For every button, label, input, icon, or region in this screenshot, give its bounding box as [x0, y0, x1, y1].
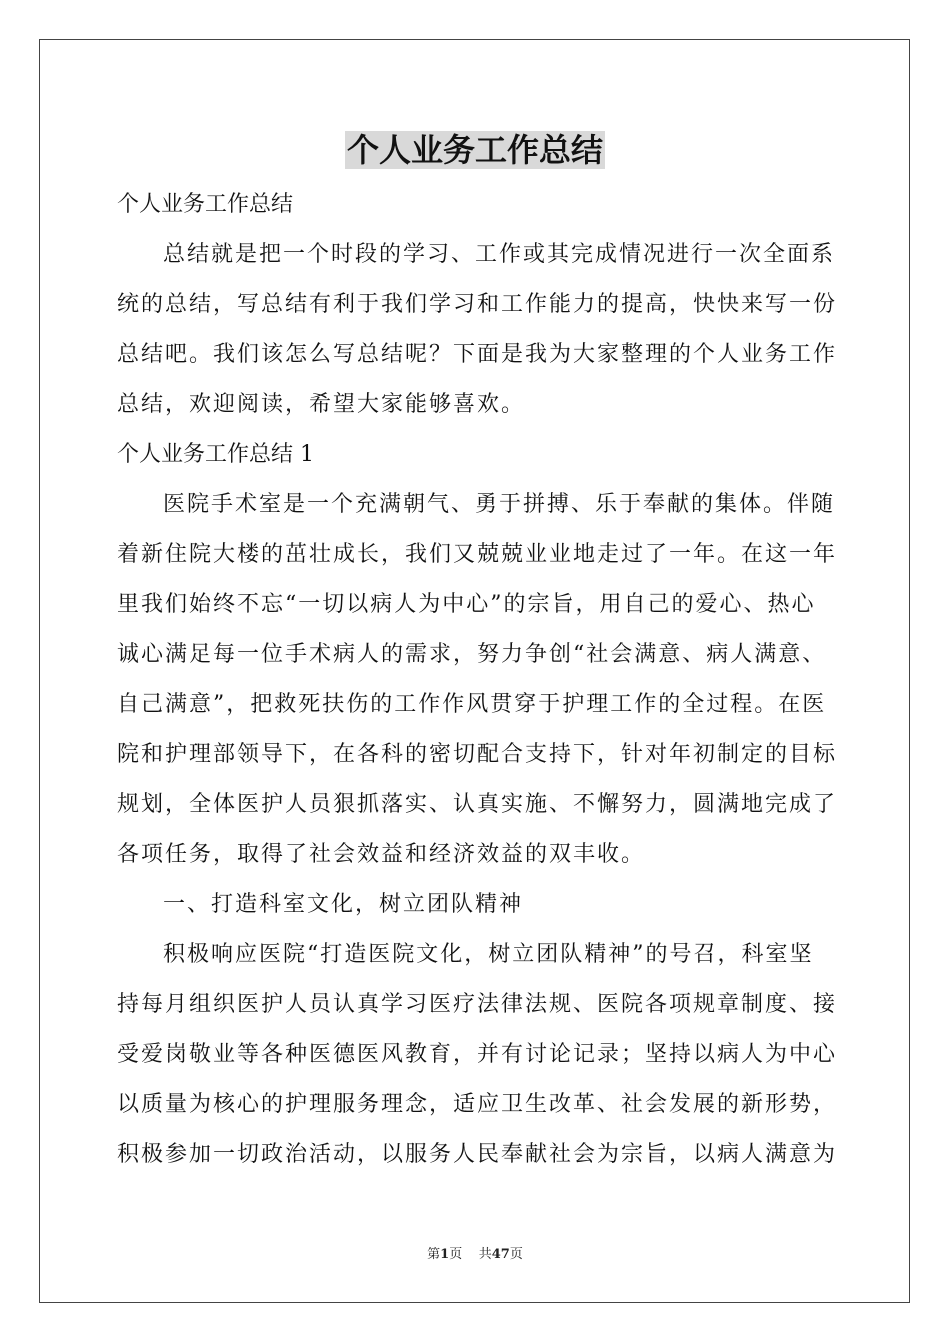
footer-mid: 页 共 — [449, 1247, 492, 1262]
paragraph-line: 医院手术室是一个充满朝气、勇于拼搏、乐于奉献的集体。伴随 — [163, 492, 836, 517]
paragraph-line: 总结吧。我们该怎么写总结呢？下面是我为大家整理的个人业务工作 — [117, 342, 838, 367]
page-footer — [0, 1246, 950, 1264]
document-subtitle: 个人业务工作总结 — [117, 192, 294, 217]
paragraph-line: 积极参加一切政治活动，以服务人民奉献社会为宗旨，以病人满意为 — [117, 1142, 838, 1167]
paragraph-line: 统的总结，写总结有利于我们学习和工作能力的提高，快快来写一份 — [117, 292, 838, 317]
body-paragraph-2 — [117, 930, 838, 1180]
total-page-count: 47 — [491, 1247, 510, 1262]
document-body — [117, 180, 838, 1180]
paragraph-line: 规划，全体医护人员狠抓落实、认真实施、不懈努力，圆满地完成了 — [117, 792, 838, 817]
section-heading: 个人业务工作总结 1 — [117, 442, 314, 467]
footer-suffix: 页 — [509, 1247, 523, 1262]
paragraph-line: 受爱岗敬业等各种医德医风教育，并有讨论记录；坚持以病人为中心 — [117, 1042, 838, 1067]
paragraph-line: 自己满意”，把救死扶伤的工作作风贯穿于护理工作的全过程。在医 — [117, 692, 827, 717]
paragraph-line: 总结，欢迎阅读，希望大家能够喜欢。 — [117, 392, 526, 417]
paragraph-line: 着新住院大楼的茁壮成长，我们又兢兢业业地走过了一年。在这一年 — [117, 542, 838, 567]
paragraph-line: 持每月组织医护人员认真学习医疗法律法规、医院各项规章制度、接 — [117, 992, 838, 1017]
intro-paragraph — [117, 230, 838, 430]
current-page-number: 1 — [440, 1247, 450, 1262]
paragraph-line: 各项任务，取得了社会效益和经济效益的双丰收。 — [117, 842, 646, 867]
paragraph-line: 诚心满足每一位手术病人的需求，努力争创“社会满意、病人满意、 — [117, 642, 827, 667]
paragraph-line: 院和护理部领导下，在各科的密切配合支持下，针对年初制定的目标 — [117, 742, 838, 767]
paragraph-line: 以质量为核心的护理服务理念，适应卫生改革、社会发展的新形势， — [117, 1092, 838, 1117]
body-paragraph-1 — [117, 480, 838, 880]
document-title: 个人业务工作总结 — [346, 131, 603, 169]
footer-prefix: 第 — [427, 1247, 441, 1262]
paragraph-line: 总结就是把一个时段的学习、工作或其完成情况进行一次全面系 — [163, 242, 836, 267]
paragraph-line: 积极响应医院“打造医院文化，树立团队精神”的号召，科室坚 — [163, 942, 814, 967]
paragraph-line: 里我们始终不忘“一切以病人为中心”的宗旨，用自己的爱心、热心 — [117, 592, 816, 617]
subsection-heading: 一、打造科室文化，树立团队精神 — [163, 892, 524, 917]
